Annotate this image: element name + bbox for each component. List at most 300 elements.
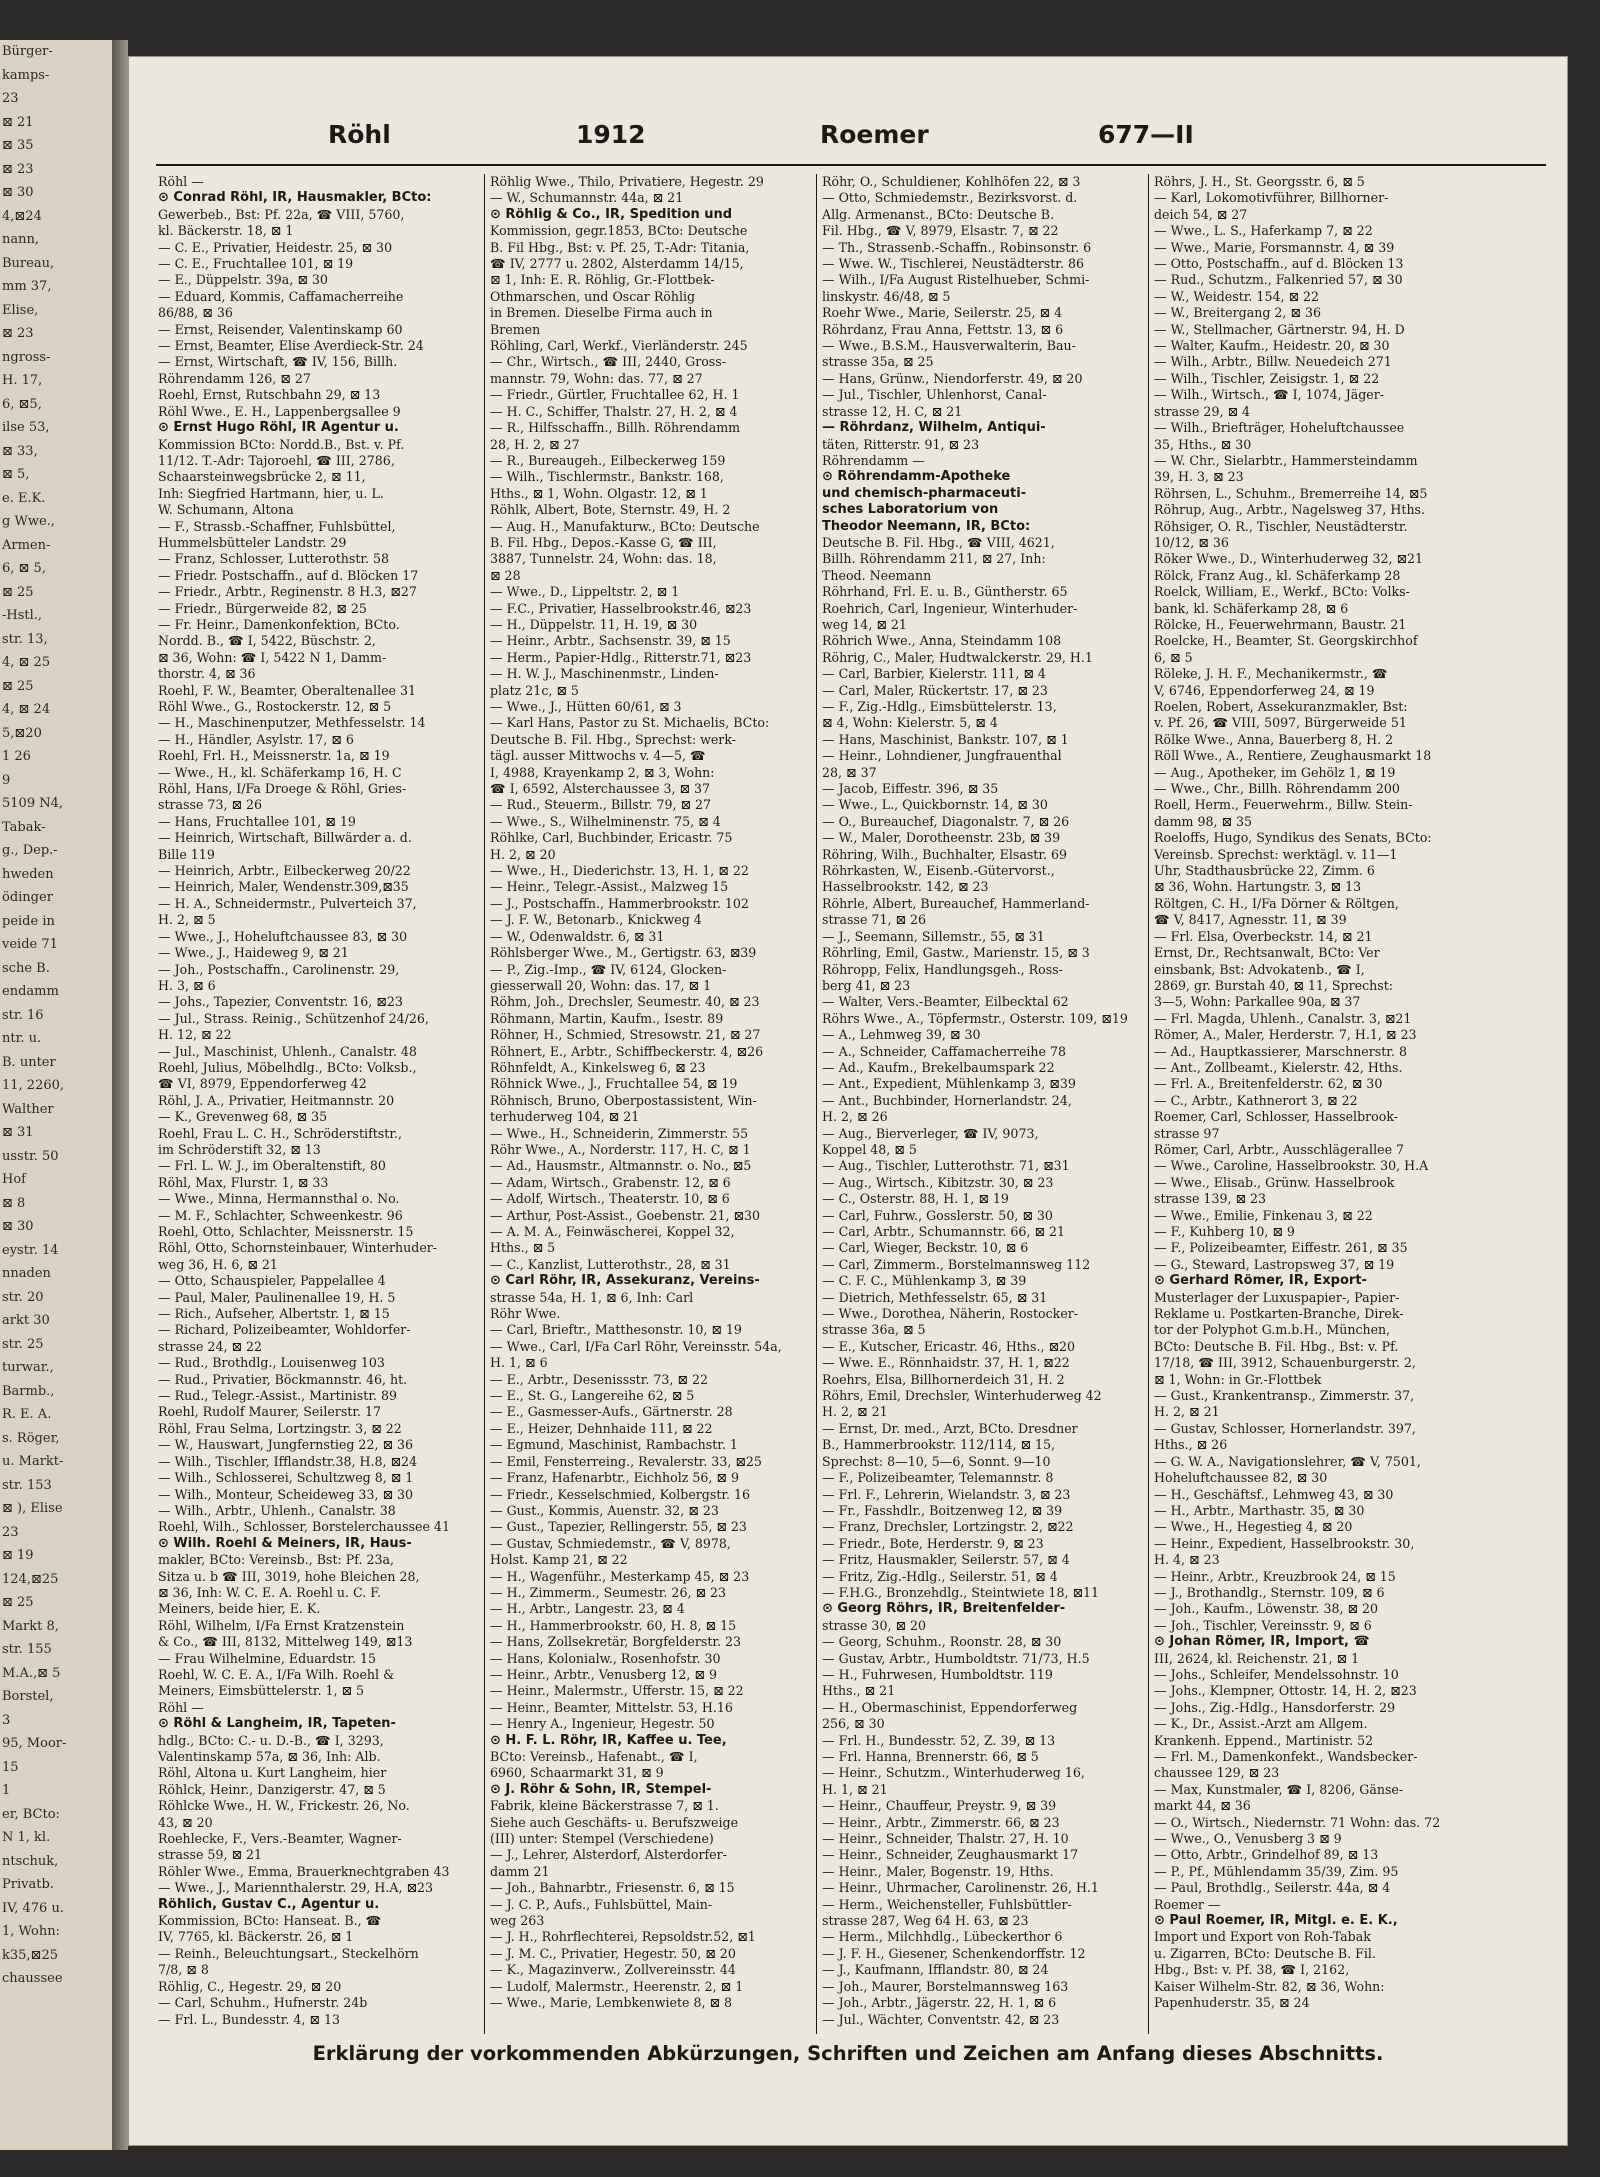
column-divider [816,174,817,2034]
column-divider [1148,174,1149,2034]
directory-entry: Hths., ⊠ 21 [822,1683,896,1699]
directory-entry: — Frl. M., Damenkonfekt., Wandsbecker- [1154,1749,1418,1764]
directory-entry: — Karl Hans, Pastor zu St. Michaelis, BCto: [490,715,770,731]
directory-entry: H. 4, ⊠ 23 [1154,1552,1220,1568]
header-left-name: Röhl [328,120,391,149]
left-page-line: usstr. 50 [2,1148,59,1164]
directory-entry: — Rud., Steuerm., Billstr. 79, ⊠ 27 [490,797,712,813]
directory-entry: 2869, gr. Burstah 40, ⊠ 11, Sprechst: [1154,977,1394,993]
directory-entry: Siehe auch Geschäfts- u. Berufszweige [490,1814,739,1830]
directory-entry: — E., Düppelstr. 39a, ⊠ 30 [158,272,328,288]
directory-entry: — Richard, Polizeibeamter, Wohldorfer- [158,1322,411,1338]
directory-entry: — Heinr., Malermstr., Ufferstr. 15, ⊠ 22 [490,1683,744,1699]
page-header [128,120,1568,160]
directory-entry: — A., Lehmweg 39, ⊠ 30 [822,1027,981,1043]
directory-entry: Roehl, Frl. H., Meissnerstr. 1a, ⊠ 19 [158,748,390,764]
directory-entry: — Frl. F., Lehrerin, Wielandstr. 3, ⊠ 23 [822,1486,1071,1502]
directory-entry: — O., Bureauchef, Diagonalstr. 7, ⊠ 26 [822,813,1070,829]
left-page-line: H. 17, [2,373,43,388]
directory-entry: Röhnick Wwe., J., Fruchtallee 54, ⊠ 19 [490,1076,738,1092]
directory-entry: 3887, Tunnelstr. 24, Wohn: das. 18, [490,551,717,567]
directory-entry: — Jacob, Eiffestr. 396, ⊠ 35 [822,781,999,797]
directory-entry: — Wwe., D., Lippeltstr. 2, ⊠ 1 [490,584,680,600]
directory-entry-bold: Röhlich, Gustav C., Agentur u. [158,1896,380,1912]
left-page-line: u. Markt- [2,1454,64,1469]
left-page-line: Borstel, [2,1689,54,1704]
directory-entry: — C. F. C., Mühlenkamp 3, ⊠ 39 [822,1273,1027,1289]
directory-entry: Ernst, Dr., Rechtsanwalt, BCto: Ver [1154,945,1380,961]
directory-entry: Holst. Kamp 21, ⊠ 22 [490,1552,628,1568]
directory-entry: — Walter, Kaufm., Heidestr. 20, ⊠ 30 [1154,338,1390,354]
directory-entry-bold: ⊙ Röhl & Langheim, IR, Tapeten- [158,1716,396,1732]
directory-entry: Roemer, Carl, Schlosser, Hasselbrook- [1154,1109,1398,1125]
directory-entry: — Emil, Fensterreing., Revalerstr. 33, ⊠25 [490,1453,762,1469]
directory-entry: — G., Steward, Lastropsweg 37, ⊠ 19 [1154,1256,1395,1272]
left-page-line: veide 71 [2,937,58,952]
directory-entry: ⊠ 28 [490,567,521,583]
directory-entry: Fabrik, kleine Bäckerstrasse 7, ⊠ 1. [490,1798,719,1814]
directory-entry: Roell, Herm., Feuerwehrm., Billw. Stein- [1154,797,1413,813]
directory-page [128,56,1568,2146]
directory-entry: Roemer — [1154,1896,1221,1912]
directory-entry: — Wwe., B.S.M., Hausverwalterin, Bau- [822,338,1076,354]
left-page-line: ilse 53, [2,420,50,435]
left-page-line: ⊠ ), Elise [2,1501,63,1516]
directory-entry: — H., Maschinenputzer, Methfesselstr. 14 [158,715,426,731]
directory-entry: Hths., ⊠ 26 [1154,1437,1228,1453]
directory-entry: — Wwe., Marie, Lembkenwiete 8, ⊠ 8 [490,1995,733,2011]
directory-entry: — K., Grevenweg 68, ⊠ 35 [158,1109,328,1125]
directory-entry: — Karl, Lokomotivführer, Billhorner- [1154,190,1389,206]
left-page-line: er, BCto: [2,1806,60,1822]
directory-entry: — Carl, Arbtr., Schumannstr. 66, ⊠ 21 [822,1224,1066,1239]
directory-entry: Röhlck, Heinr., Danzigerstr. 47, ⊠ 5 [158,1781,386,1797]
directory-entry: — Frl. Hanna, Brennerstr. 66, ⊠ 5 [822,1749,1039,1764]
directory-entry: — Chr., Wirtsch., ☎ III, 2440, Gross- [490,354,726,370]
directory-entry: — Friedr., Gürtler, Fruchtallee 62, H. 1 [490,387,740,403]
directory-entry: Röhl, Frau Selma, Lortzingstr. 3, ⊠ 22 [158,1420,402,1436]
directory-entry: — Adam, Wirtsch., Grabenstr. 12, ⊠ 6 [490,1174,731,1190]
directory-entry: 7/8, ⊠ 8 [158,1962,209,1978]
directory-entry: BCto: Deutsche B. Fil. Hbg., Bst: v. Pf. [1154,1338,1399,1354]
header-rule [156,164,1546,166]
directory-entry: hdlg., BCto: C.- u. D.-B., ☎ I, 3293, [158,1732,384,1748]
directory-entry: — Hans, Zollsekretär, Borgfelderstr. 23 [490,1634,742,1650]
directory-entry: — Arthur, Post-Assist., Goebenstr. 21, ⊠30 [490,1207,761,1223]
directory-entry: — Wwe., H., Hegestieg 4, ⊠ 20 [1154,1519,1353,1535]
directory-entry: thorstr. 4, ⊠ 36 [158,666,256,682]
directory-entry: Roelen, Robert, Assekuranzmakler, Bst: [1154,699,1408,714]
directory-entry: — Jul., Maschinist, Uhlenh., Canalstr. 48 [158,1043,417,1059]
left-page-line: ⊠ 25 [2,678,34,694]
column-divider [484,174,485,2034]
directory-entry: Rölke Wwe., Anna, Bauerberg 8, H. 2 [1154,731,1394,747]
directory-entry: Röhlcke Wwe., H. W., Frickestr. 26, No. [158,1798,410,1814]
directory-entry: H. 2, ⊠ 20 [490,846,556,862]
directory-entry: strasse 36a, ⊠ 5 [822,1322,926,1338]
directory-entry: makler, BCto: Vereinsb., Bst: Pf. 23a, [158,1552,395,1568]
left-page-line: 5109 N4, [2,796,63,811]
directory-entry: giesserwall 20, Wohn: das. 17, ⊠ 1 [490,977,712,993]
directory-entry: Roehl, F. W., Beamter, Oberaltenallee 31 [158,682,417,698]
directory-entry: — Wwe., S., Wilhelminenstr. 75, ⊠ 4 [490,813,721,829]
left-page-line: ⊠ 31 [2,1125,34,1140]
left-page-line: R. E. A. [2,1407,52,1422]
directory-entry: Röhl — [158,174,204,189]
directory-entry: Kommission, BCto: Hanseat. B., ☎ [158,1913,382,1929]
directory-entry-bold: ⊙ Johan Römer, IR, Import, ☎ [1154,1634,1370,1650]
directory-entry: Röhrs, J. H., St. Georgsstr. 6, ⊠ 5 [1154,174,1365,189]
directory-entry-bold: ⊙ H. F. L. Röhr, IR, Kaffee u. Tee, [490,1732,727,1748]
directory-entry: Roehl, Otto, Schlachter, Meissnerstr. 15 [158,1224,414,1239]
directory-entry: — Johs., Schleifer, Mendelssohnstr. 10 [1154,1666,1399,1682]
left-page-line: ⊠ 23 [2,161,34,177]
directory-entry: — Wilh., Tischlermstr., Bankstr. 168, [490,469,724,485]
directory-entry: — Frl. A., Breitenfelderstr. 62, ⊠ 30 [1154,1076,1383,1092]
left-page-line: 1 26 [2,749,31,764]
left-page-line: ⊠ 30 [2,185,34,200]
left-page-line: str. 13, [2,631,48,647]
left-page-line: e. E.K. [2,490,46,506]
directory-entry: — Ernst, Beamter, Elise Averdieck-Str. 24 [158,338,424,354]
directory-entry: Röhl, Otto, Schornsteinbauer, Winterhuder- [158,1240,438,1256]
directory-entry: — Rud., Brothdlg., Louisenweg 103 [158,1355,385,1371]
directory-entry: — Carl, Schuhm., Hufnerstr. 24b [158,1995,368,2011]
directory-entry: Hummelsbütteler Landstr. 29 [158,534,347,550]
left-page-line: -Hstl., [2,608,43,623]
directory-entry: Fil. Hbg., ☎ V, 8979, Elsastr. 7, ⊠ 22 [822,223,1059,239]
directory-entry: — A., Schneider, Caffamacherreihe 78 [822,1043,1067,1059]
directory-entry-bold: ⊙ Ernst Hugo Röhl, IR Agentur u. [158,420,399,436]
directory-entry: Röhl — [158,1699,204,1715]
directory-entry: deich 54, ⊠ 27 [1154,206,1248,222]
directory-entry: Rölcke, H., Feuerwehrmann, Baustr. 21 [1154,616,1407,632]
directory-entry: — Wwe., Dorothea, Näherin, Rostocker- [822,1306,1079,1322]
directory-entry: — Wwe., H., kl. Schäferkamp 16, H. C [158,764,402,780]
directory-entry: 17/18, ☎ III, 3912, Schauenburgerstr. 2, [1154,1355,1416,1371]
directory-entry: — H., Obermaschinist, Eppendorferweg [822,1699,1078,1715]
directory-entry: Röhl Wwe., E. H., Lappenbergsallee 9 [158,403,401,419]
directory-entry: — C., Kanzlist, Lutterothstr., 28, ⊠ 31 [490,1256,731,1272]
directory-entry: — Wwe., J., Hoheluftchaussee 83, ⊠ 30 [158,928,408,944]
directory-entry: — J., Brothandlg., Sternstr. 109, ⊠ 6 [1154,1584,1385,1600]
directory-entry: Schaarsteinwegsbrücke 2, ⊠ 11, [158,469,366,485]
directory-entry: strasse 12, H. C, ⊠ 21 [822,403,963,419]
directory-entry: — J. H., Rohrflechterei, Repsoldstr.52, ⊠1 [490,1929,756,1945]
directory-entry: damm 98, ⊠ 35 [1154,813,1253,829]
directory-entry: v. Pf. 26, ☎ VIII, 5097, Bürgerweide 51 [1154,715,1407,731]
directory-entry: — Rud., Telegr.-Assist., Martinistr. 89 [158,1388,397,1404]
directory-entry: Röhrling, Emil, Gastw., Marienstr. 15, ⊠ 3 [822,945,1090,961]
left-page-line: s. Röger, [2,1430,60,1446]
directory-entry: — Rud., Privatier, Böckmannstr. 46, ht. [158,1371,408,1387]
directory-entry: Kommission BCto: Nordd.B., Bst. v. Pf. [158,436,405,452]
directory-entry: I, 4988, Krayenkamp 2, ⊠ 3, Wohn: [490,764,715,780]
directory-entry: — Wwe., H., Schneiderin, Zimmerstr. 55 [490,1125,749,1141]
directory-entry: Roehl, Ernst, Rutschbahn 29, ⊠ 13 [158,387,381,403]
directory-entry: — Gust., Tapezier, Rellingerstr. 55, ⊠ 23 [490,1519,747,1535]
directory-entry: Gewerbeb., Bst: Pf. 22a, ☎ VIII, 5760, [158,206,405,222]
directory-entry: Röhrendamm 126, ⊠ 27 [158,370,311,386]
left-page-edge [0,40,115,2150]
directory-entry: Röhr Wwe., A., Norderstr. 117, H. C, ⊠ 1 [490,1141,751,1157]
left-page-line: str. 25 [2,1336,44,1352]
directory-entry: Koppel 48, ⊠ 5 [822,1141,917,1157]
directory-entry: berg 41, ⊠ 23 [822,977,911,993]
left-page-line: hweden [2,866,54,882]
directory-entry: — Rich., Aufseher, Albertstr. 1, ⊠ 15 [158,1306,390,1322]
directory-entry: Roehlecke, F., Vers.-Beamter, Wagner- [158,1831,402,1847]
directory-entry: linskystr. 46/48, ⊠ 5 [822,288,951,304]
directory-entry: Bremen [490,321,541,337]
left-page-line: ⊠ 33, [2,443,38,459]
directory-entry: — Wilh., Monteur, Scheideweg 33, ⊠ 30 [158,1486,414,1502]
directory-entry: — Ernst, Wirtschaft, ☎ IV, 156, Billh. [158,354,398,370]
directory-entry: 28, H. 2, ⊠ 27 [490,436,580,452]
directory-entry: 11/12. T.-Adr: Tajoroehl, ☎ III, 2786, [158,452,395,468]
directory-entry: — E., Heizer, Dehnhaide 111, ⊠ 22 [490,1420,713,1436]
directory-entry: Röhrendamm — [822,452,925,468]
directory-entry: — Johs., Tapezier, Conventstr. 16, ⊠23 [158,994,403,1010]
directory-entry: — K., Dr., Assist.-Arzt am Allgem. [1154,1716,1368,1732]
left-page-line: peide in [2,913,55,929]
directory-entry: — H., Arbtr., Marthastr. 35, ⊠ 30 [1154,1502,1365,1518]
directory-entry: einsbank, Bst: Advokatenb., ☎ I, [1154,961,1365,977]
directory-entry: — Ad., Hauptkassierer, Marschnerstr. 8 [1154,1043,1407,1059]
directory-entry: Röhling, Carl, Werkf., Vierländerstr. 245 [490,338,748,354]
directory-entry: — H. A., Schneidermstr., Pulverteich 37, [158,895,417,911]
left-page-line: endamm [2,984,59,999]
directory-entry: III, 2624, kl. Reichenstr. 21, ⊠ 1 [1154,1650,1360,1666]
directory-entry: — Fritz, Hausmakler, Seilerstr. 57, ⊠ 4 [822,1552,1070,1568]
directory-entry: — Th., Strassenb.-Schaffn., Robinsonstr. 6 [822,239,1092,255]
directory-entry: — J. F. H., Giesener, Schenkendorffstr. 12 [822,1945,1086,1961]
directory-entry: — H., Düppelstr. 11, H. 19, ⊠ 30 [490,616,698,632]
directory-entry: ⊠ 1, Wohn: in Gr.-Flottbek [1154,1371,1322,1387]
directory-entry: kl. Bäckerstr. 18, ⊠ 1 [158,223,294,239]
directory-entry: Röleke, J. H. F., Mechanikermstr., ☎ [1154,666,1388,682]
directory-entry: strasse 29, ⊠ 4 [1154,403,1251,419]
directory-entry: — Egmund, Maschinist, Rambachstr. 1 [490,1437,738,1453]
directory-entry: — Wwe., Elisab., Grünw. Hasselbrook [1154,1174,1395,1190]
directory-entry: — Otto, Postschaffn., auf d. Blöcken 13 [1154,256,1404,272]
left-page-line: ⊠ 30 [2,1219,34,1234]
directory-entry: Roelcke, H., Beamter, St. Georgskirchhof [1154,633,1418,649]
directory-entry: — Walter, Vers.-Beamter, Eilbecktal 62 [822,994,1069,1010]
directory-entry: Allg. Armenanst., BCto: Deutsche B. [822,206,1055,222]
directory-entry: V, 6746, Eppendorferweg 24, ⊠ 19 [1154,682,1375,698]
directory-entry: — J., Seemann, Sillemstr., 55, ⊠ 31 [822,928,1045,944]
directory-entry: Deutsche B. Fil. Hbg., ☎ VIII, 4621, [822,534,1055,550]
directory-entry-bold: ⊙ Röhlig & Co., IR, Spedition und [490,206,733,222]
left-page-line: Hof [2,1172,26,1187]
directory-entry: — Ad., Hausmstr., Altmannstr. o. No., ⊠5 [490,1158,752,1174]
directory-entry: — Joh., Bahnarbtr., Friesenstr. 6, ⊠ 15 [490,1880,735,1896]
directory-entry: ☎ VI, 8979, Eppendorferweg 42 [158,1076,367,1092]
directory-entry: Röhrich Wwe., Anna, Steindamm 108 [822,633,1062,649]
directory-entry: — Paul, Maler, Paulinenallee 19, H. 5 [158,1289,396,1305]
directory-entry: — Fr. Heinr., Damenkonfektion, BCto. [158,616,400,632]
left-page-line: B. unter [2,1054,56,1070]
directory-entry: (III) unter: Stempel (Verschiedene) [490,1831,714,1847]
book-gutter [112,40,128,2150]
directory-entry: — A. M. A., Feinwäscherei, Koppel 32, [490,1224,735,1239]
directory-entry: Nordd. B., ☎ I, 5422, Büschstr. 2, [158,633,376,649]
directory-entry: Röhmann, Martin, Kaufm., Isestr. 89 [490,1010,724,1026]
left-page-line: str. 155 [2,1642,52,1657]
left-page-line: Bürger- [2,44,53,59]
directory-entry: 6, ⊠ 5 [1154,649,1193,665]
left-page-line: 1 [2,1783,11,1798]
directory-entry: Röhrup, Aug., Arbtr., Nagelsweg 37, Hths. [1154,502,1426,518]
left-page-line: Armen- [2,537,51,553]
left-page-line: eystr. 14 [2,1242,59,1258]
directory-column-4 [1154,174,1478,2034]
directory-entry: — Heinr., Arbtr., Zimmerstr. 66, ⊠ 23 [822,1814,1060,1830]
left-page-line: 23 [2,91,19,106]
directory-entry-bold: ⊙ Carl Röhr, IR, Assekuranz, Vereins- [490,1273,760,1289]
directory-entry: — Wwe., J., Mariennthalerstr. 29, H.A, ⊠23 [158,1880,434,1896]
left-page-line: str. 20 [2,1289,44,1305]
directory-entry: H. 1, ⊠ 6 [490,1355,548,1371]
directory-entry: strasse 54a, H. 1, ⊠ 6, Inh: Carl [490,1289,694,1305]
directory-entry: — Ludolf, Malermstr., Heerenstr. 2, ⊠ 1 [490,1978,744,1994]
directory-entry: — Carl, Wieger, Beckstr. 10, ⊠ 6 [822,1240,1029,1256]
directory-entry: bank, kl. Schäferkamp 28, ⊠ 6 [1154,600,1349,616]
directory-entry: Röhlke, Carl, Buchbinder, Ericastr. 75 [490,830,733,846]
directory-entry: — Wwe., O., Venusberg 3 ⊠ 9 [1154,1831,1342,1847]
directory-entry: Hths., ⊠ 1, Wohn. Olgastr. 12, ⊠ 1 [490,485,708,501]
directory-entry: — Rud., Schutzm., Falkenried 57, ⊠ 30 [1154,272,1403,288]
directory-entry: — F., Kuhberg 10, ⊠ 9 [1154,1224,1295,1239]
directory-entry: — J. M. C., Privatier, Hegestr. 50, ⊠ 20 [490,1945,736,1961]
directory-entry: Hoheluftchaussee 82, ⊠ 30 [1154,1470,1328,1486]
directory-entry: strasse 287, Weg 64 H. 63, ⊠ 23 [822,1913,1029,1929]
directory-entry: — F., Zig.-Hdlg., Eimsbüttelerstr. 13, [822,699,1057,714]
directory-entry: — Aug., Wirtsch., Kibitzstr. 30, ⊠ 23 [822,1174,1054,1190]
directory-entry: Röhl Wwe., G., Rostockerstr. 12, ⊠ 5 [158,699,392,714]
directory-entry-bold: ⊙ Conrad Röhl, IR, Hausmakler, BCto: [158,190,432,206]
directory-entry: B., Hammerbrookstr. 112/114, ⊠ 15, [822,1437,1056,1453]
directory-entry: — Heinrich, Wirtschaft, Billwärder a. d. [158,830,412,846]
directory-entry: 28, ⊠ 37 [822,764,877,780]
directory-entry: Uhr, Stadthausbrücke 22, Zimm. 6 [1154,863,1375,879]
left-page-line: 11, 2260, [2,1078,65,1093]
directory-entry: — Friedr. Postschaffn., auf d. Blöcken 17 [158,567,419,583]
directory-entry: — Franz, Schlosser, Lutterothstr. 58 [158,551,390,567]
directory-entry: Hbg., Bst: v. Pf. 38, ☎ I, 2162, [1154,1962,1350,1978]
directory-entry: weg 263 [490,1913,545,1929]
directory-entry: 6960, Schaarmarkt 31, ⊠ 9 [490,1765,664,1781]
directory-entry: — Friedr., Kesselschmied, Kolbergstr. 16 [490,1486,751,1502]
left-page-line: 4, ⊠ 25 [2,655,51,670]
directory-entry: — H., Geschäftsf., Lehmweg 43, ⊠ 30 [1154,1486,1394,1502]
directory-entry: W. Schumann, Altona [158,502,294,518]
directory-entry: — Wwe., L. S., Haferkamp 7, ⊠ 22 [1154,223,1373,239]
directory-entry: — K., Magazinverw., Zollvereinsstr. 44 [490,1962,736,1978]
directory-entry: — J., Postschaffn., Hammerbrookstr. 102 [490,895,749,911]
directory-entry: — E., St. G., Langereihe 62, ⊠ 5 [490,1388,695,1404]
directory-entry: — W., Schumannstr. 44a, ⊠ 21 [490,190,684,206]
directory-entry: strasse 73, ⊠ 26 [158,797,263,813]
left-page-line: nnaden [2,1266,51,1281]
left-page-line: 9 [2,772,11,788]
directory-entry: — G. W. A., Navigationslehrer, ☎ V, 7501, [1154,1453,1421,1469]
directory-entry: — C., Arbtr., Kathnerort 3, ⊠ 22 [1154,1092,1358,1108]
left-page-line: 6, ⊠ 5, [2,561,46,576]
directory-entry: — Joh., Kaufm., Löwenstr. 38, ⊠ 20 [1154,1601,1379,1617]
directory-entry: 10/12, ⊠ 36 [1154,534,1229,550]
left-page-line: k35,⊠25 [2,1947,58,1963]
directory-entry: — O., Wirtsch., Niedernstr. 71 Wohn: das. 72 [1154,1814,1441,1830]
directory-entry: — Herm., Weichensteller, Fuhlsbüttler- [822,1896,1072,1912]
left-page-line: ⊠ 25 [2,584,34,600]
directory-entry: — J. F. W., Betonarb., Knickweg 4 [490,912,702,928]
left-page-line: arkt 30 [2,1313,50,1328]
header-page-number: 677—II [1098,120,1194,149]
directory-entry: — Herm., Milchhdlg., Lübeckerthor 6 [822,1929,1063,1945]
directory-entry: — Gustav, Arbtr., Humboldtstr. 71/73, H.5 [822,1650,1090,1666]
directory-entry: — W., Odenwaldstr. 6, ⊠ 31 [490,928,665,944]
directory-entry: — Reinh., Beleuchtungsart., Steckelhörn [158,1945,419,1961]
directory-entry: in Bremen. Dieselbe Firma auch in [490,305,713,321]
directory-entry: — C., Osterstr. 88, H. 1, ⊠ 19 [822,1191,1009,1207]
left-page-line: g., Dep.- [2,843,58,858]
directory-entry: — Frau Wilhelmine, Eduardstr. 15 [158,1650,377,1666]
left-page-line: 6, ⊠5, [2,396,42,412]
directory-entry: — Dietrich, Methfesselstr. 65, ⊠ 31 [822,1289,1048,1305]
directory-entry: — Johs., Zig.-Hdlg., Hansdorferstr. 29 [1154,1699,1396,1715]
directory-entry: weg 36, H. 6, ⊠ 21 [158,1256,278,1272]
directory-entry: — Otto, Arbtr., Grindelhof 89, ⊠ 13 [1154,1847,1379,1863]
directory-entry: Deutsche B. Fil. Hbg., Sprechst: werk- [490,731,736,747]
directory-entry: Röhlig Wwe., Thilo, Privatiere, Hegestr. 29 [490,174,764,189]
directory-entry: — H., Zimmerm., Seumestr. 26, ⊠ 23 [490,1584,727,1600]
directory-entry-bold: Theodor Neemann, IR, BCto: [822,518,1031,534]
directory-entry: 86/88, ⊠ 36 [158,305,233,321]
directory-entry: — Wwe., Carl, I/Fa Carl Röhr, Vereinsstr. 54a, [490,1338,782,1354]
directory-entry: Röhlig, C., Hegestr. 29, ⊠ 20 [158,1978,342,1994]
directory-entry: Röhl, Wilhelm, I/Fa Ernst Kratzenstein [158,1617,405,1633]
directory-entry: — Ad., Kaufm., Brekelbaumspark 22 [822,1059,1055,1075]
directory-column-1 [158,174,480,2034]
left-page-line: chaussee [2,1971,63,1986]
left-page-line: str. 153 [2,1477,52,1493]
directory-entry: — Paul, Brothdlg., Seilerstr. 44a, ⊠ 4 [1154,1880,1391,1896]
directory-entry: IV, 7765, kl. Bäckerstr. 26, ⊠ 1 [158,1929,354,1945]
directory-entry: Kaiser Wilhelm-Str. 82, ⊠ 36, Wohn: [1154,1978,1385,1994]
directory-entry: — Hans, Grünw., Niendorferstr. 49, ⊠ 20 [822,370,1083,386]
directory-entry: Roehl, Frau L. C. H., Schröderstiftstr., [158,1125,402,1141]
directory-entry: — M. F., Schlachter, Schweenkestr. 96 [158,1207,403,1223]
directory-entry: Röhrs, Emil, Drechsler, Winterhuderweg 42 [822,1388,1102,1404]
left-page-line: N 1, kl. [2,1830,51,1845]
directory-entry: Roehl, Wilh., Schlosser, Borstelerchaussee 41 [158,1519,450,1535]
directory-entry: — Wilh., I/Fa August Ristelhueber, Schmi- [822,272,1090,288]
directory-entry: Röhl, Altona u. Kurt Langheim, hier [158,1765,387,1781]
directory-entry: chaussee 129, ⊠ 23 [1154,1765,1280,1781]
directory-entry: — Carl, Maler, Rückertstr. 17, ⊠ 23 [822,682,1048,698]
directory-entry: Roehl, Rudolf Maurer, Seilerstr. 17 [158,1404,382,1420]
directory-entry: Röhr Wwe. [490,1306,561,1322]
directory-entry: — Franz, Hafenarbtr., Eichholz 56, ⊠ 9 [490,1470,739,1486]
directory-entry: — Heinr., Arbtr., Venusberg 12, ⊠ 9 [490,1666,717,1682]
directory-entry: — Heinr., Chauffeur, Preystr. 9, ⊠ 39 [822,1798,1057,1814]
directory-entry: — F., Polizeibeamter, Eiffestr. 261, ⊠ 35 [1154,1240,1408,1256]
directory-entry: — E., Kutscher, Ericastr. 46, Hths., ⊠20 [822,1338,1076,1354]
directory-entry: Musterlager der Luxuspapier-, Papier- [1154,1289,1400,1305]
directory-entry: Inh: Siegfried Hartmann, hier, u. L. [158,485,384,501]
